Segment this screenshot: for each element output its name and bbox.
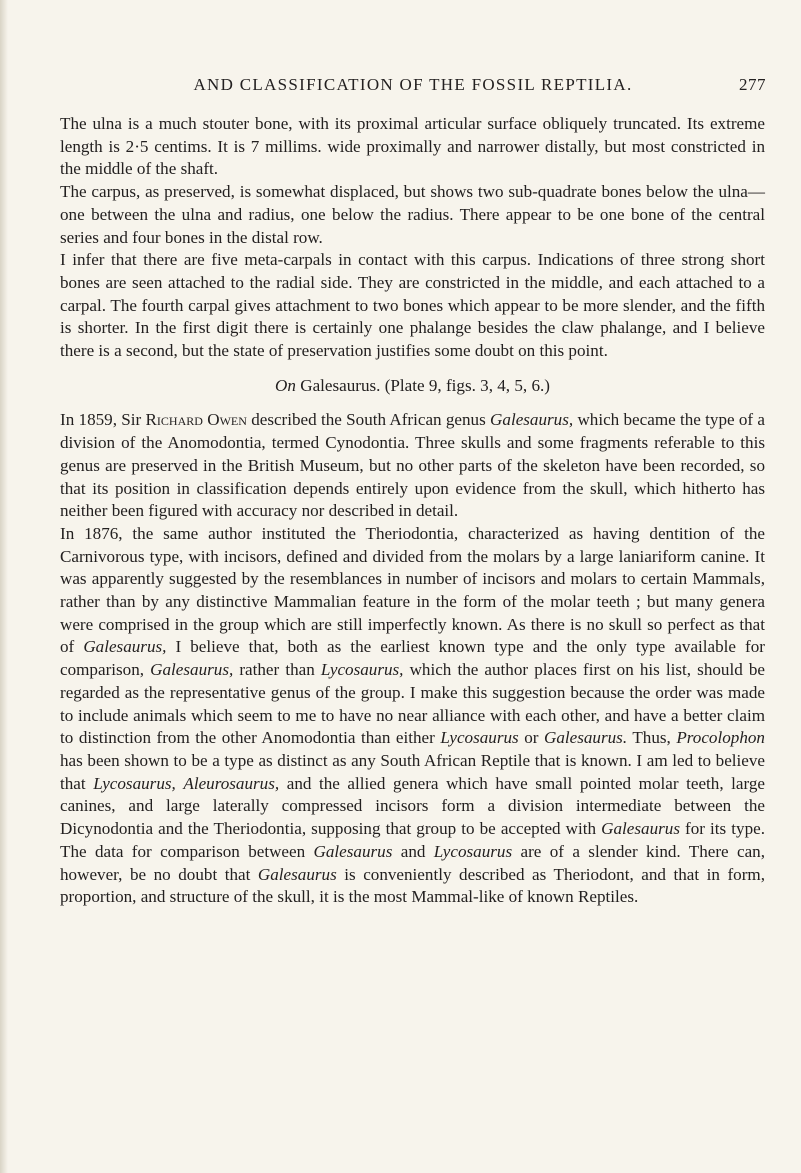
genus-name: Lycosaurus, [320,660,404,680]
text-run: and the allied genera which have small pointed molar teeth, large canines, and large laterally compressed incisors form a division intermediate between the Dicynodontia and the Theriodontia, supposing that group to be accepted with [60,773,766,839]
paragraph-owen-1859 [60,409,765,523]
genus-name: Lycosaurus [440,728,519,748]
paragraph-carpus: The carpus, as preserved, is somewhat displaced, but shows two sub-quadrate bones below the ulna—one between the ulna and radius, one below the radius. There appear to be one bone of the central series and four bones in the distal row. [60,182,765,247]
text-run: which became the type of a division of the Anomodontia, termed Cynodontia. Three skulls and some fragments referable to this genus are preserved in the British Museum, but no other parts of the skeleton have been recorded, so that its position in classification depends entirely upon evidence from the skull, which hitherto has neither been figured with accuracy nor described in detail. [60,410,765,521]
page-header [60,71,766,101]
genus-name: Galesaurus [601,819,680,839]
text-run: described the South African genus [251,410,486,430]
genus-name: Galesaurus [313,841,393,861]
text-run: and [400,841,426,861]
genus-name: Galesaurus, [150,660,234,680]
paragraph-metacarpals: I infer that there are five meta-carpals in contact with this carpus. Indications of three strong short bones are seen attached to the radial side. They are constricted in the middle, and each attached to a carpal. The fourth carpal gives attachment to two bones which appear to be more slender, and the fifth is shorter. In the first digit there is certainly one phalange besides the claw phalange, and I believe there is a second, but the state of preservation justifies some doubt on this point. [60,250,765,361]
genus-name: Lycosaurus, [93,773,176,793]
page-edge-shadow [0,0,8,1173]
author-name: Richard Owen [145,410,247,430]
text-run: for its type. The data for comparison between [60,819,765,861]
paragraph-theriodontia-1876 [60,523,765,909]
text-run: is conveniently described as Theriodont, and that in form, proportion, and structure of the skull, it is the most Mammal-like of known Reptiles. [60,864,765,907]
genus-name: Aleurosaurus, [183,773,280,793]
genus-name: Galesaurus, [83,637,167,657]
text-run: In 1859, Sir [60,410,142,430]
text-run: or [524,728,539,748]
text-run: rather than [239,660,315,680]
running-head: AND CLASSIFICATION OF THE FOSSIL REPTILIA. [193,75,633,94]
page-number: 277 [739,75,766,94]
text-run: has been shown to be a type as distinct as any South African Reptile that is known. I am led to believe that [60,750,765,793]
text-run: are of a slender kind. There can, however, be no doubt that [60,841,765,884]
heading-title: Galesaurus. [300,375,381,395]
body-text [60,113,765,909]
genus-name: Galesaurus [257,864,337,884]
paragraph-ulna: The ulna is a much stouter bone, with its proximal articular surface obliquely truncated. Its extreme length is 2·5 centims. It is 7 millims. wide proximally and narrower distally, but most constricted in the middle of the shaft. [60,114,765,179]
genus-name: Galesaurus. [544,728,628,748]
text-run: I believe that, both as the earliest known type and the only type available for comparison, [60,637,765,680]
text-run: which the author places first on his list, should be regarded as the representative genus of the group. I make this suggestion because the order was made to include animals which seem to me to have no near alliance with each other, and have a better claim to distinction from the other Anomodontia than either [60,660,765,748]
genus-name: Galesaurus, [490,410,574,430]
section-heading [60,375,765,398]
heading-plate-ref: (Plate 9, figs. 3, 4, 5, 6.) [384,375,550,395]
genus-name: Procolophon [676,728,765,748]
text-run: In 1876, the same author instituted the Theriodontia, characterized as having dentition of the Carnivorous type, with incisors, defined and divided from the molars by a large laniariform canine. It was apparently suggested by the resemblances in number of incisors and molars to certain Mammals, rather than by any distinctive Mammalian feature in the form of the molar teeth ; but many genera were comprised in the group which are still imperfectly known. As there is no skull so perfect as that of [60,523,765,657]
text-run: Thus, [632,728,671,748]
genus-name: Lycosaurus [433,841,513,861]
heading-on: On [275,375,296,395]
